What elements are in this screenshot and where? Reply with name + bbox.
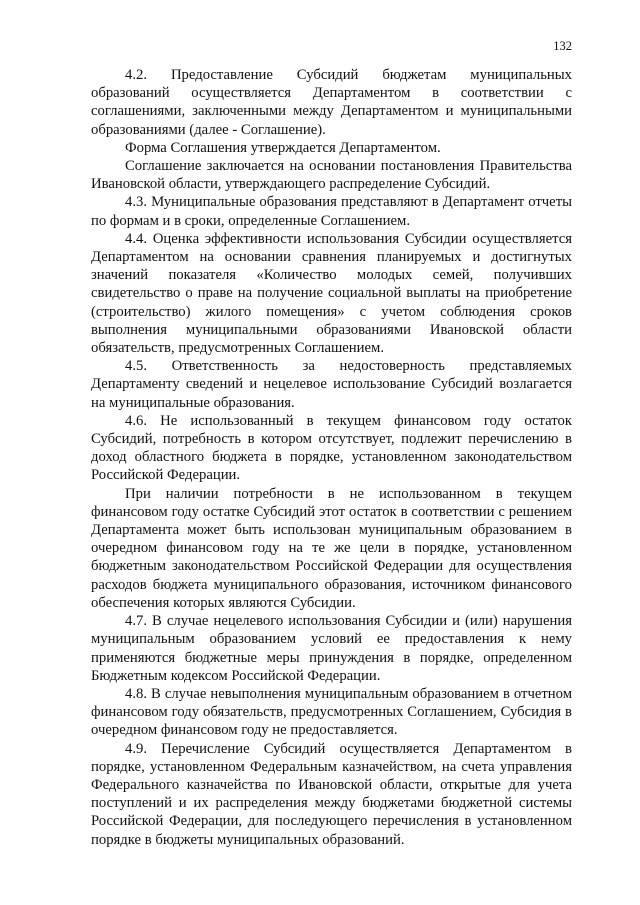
paragraph-4-7: 4.7. В случае нецелевого использования Субсидии и (или) нарушения муниципальным образованием условий ее предоставления к нему применяются бюджетные меры принуждения в порядке, определенном Бюджетным кодексом Российской Федерации. (91, 613, 572, 684)
paragraph-4-9: 4.9. Перечисление Субсидий осуществляется Департаментом в порядке, установленном Федеральным казначейством, на счета управления Федерального казначейства по Ивановской области, открытые для учета поступлений и их распределения между бюджетами бюджетной системы Российской Федерации, для последующего перечисления в установленном порядке в бюджеты муниципальных образований. (91, 740, 572, 848)
paragraph-agreement-form: Форма Соглашения утверждается Департаментом. (125, 139, 441, 156)
page-number: 132 (553, 39, 572, 53)
paragraph-4-6: 4.6. Не использованный в текущем финансовом году остаток Субсидий, потребность в котором отсутствует, подлежит перечислению в доход областного бюджета в порядке, установленном законодательством Российской Федерации. (91, 412, 572, 484)
paragraph-remaining-balance: При наличии потребности в не использованном в текущем финансовом году остатке Субсидий этот остаток в соответствии с решением Департамента может быть использован муниципальным образованием в очередном финансовом году на те же цели в порядке, установленном бюджетным законодательством Российской Федерации для осуществления расходов бюджета муниципального образования, источником финансового обеспечения которых являются Субсидии. (91, 485, 572, 611)
paragraph-4-8: 4.8. В случае невыполнения муниципальным образованием в отчетном финансовом году обязательств, предусмотренных Соглашением, Субсидия в очередном финансовом году не предоставляется. (91, 685, 572, 739)
paragraph-4-2: 4.2. Предоставление Субсидий бюджетам муниципальных образований осуществляется Департаментом в соответствии с соглашениями, заключенными между Департаментом и муниципальными образованиями (далее - Соглашение). (91, 67, 572, 138)
document-body (91, 66, 572, 849)
paragraph-agreement-basis: Соглашение заключается на основании постановления Правительства Ивановской области, утверждающего распределение Субсидий. (91, 158, 572, 193)
paragraph-4-4: 4.4. Оценка эффективности использования Субсидии осуществляется Департаментом на основании сравнения планируемых и достигнутых значений показателя «Количество молодых семей, получивших свидетельство о праве на получение социальной выплаты на приобретение (строительство) жилого помещения» с учетом соблюдения сроков выполнения муниципальными образованиями Ивановской области обязательств, предусмотренных Соглашением. (91, 230, 572, 357)
paragraph-4-5: 4.5. Ответственность за недостоверность представляемых Департаменту сведений и нецелевое использование Субсидий возлагается на муниципальные образования. (91, 358, 572, 411)
paragraph-4-3: 4.3. Муниципальные образования представляют в Департамент отчеты по формам и в сроки, определенные Соглашением. (91, 194, 572, 229)
